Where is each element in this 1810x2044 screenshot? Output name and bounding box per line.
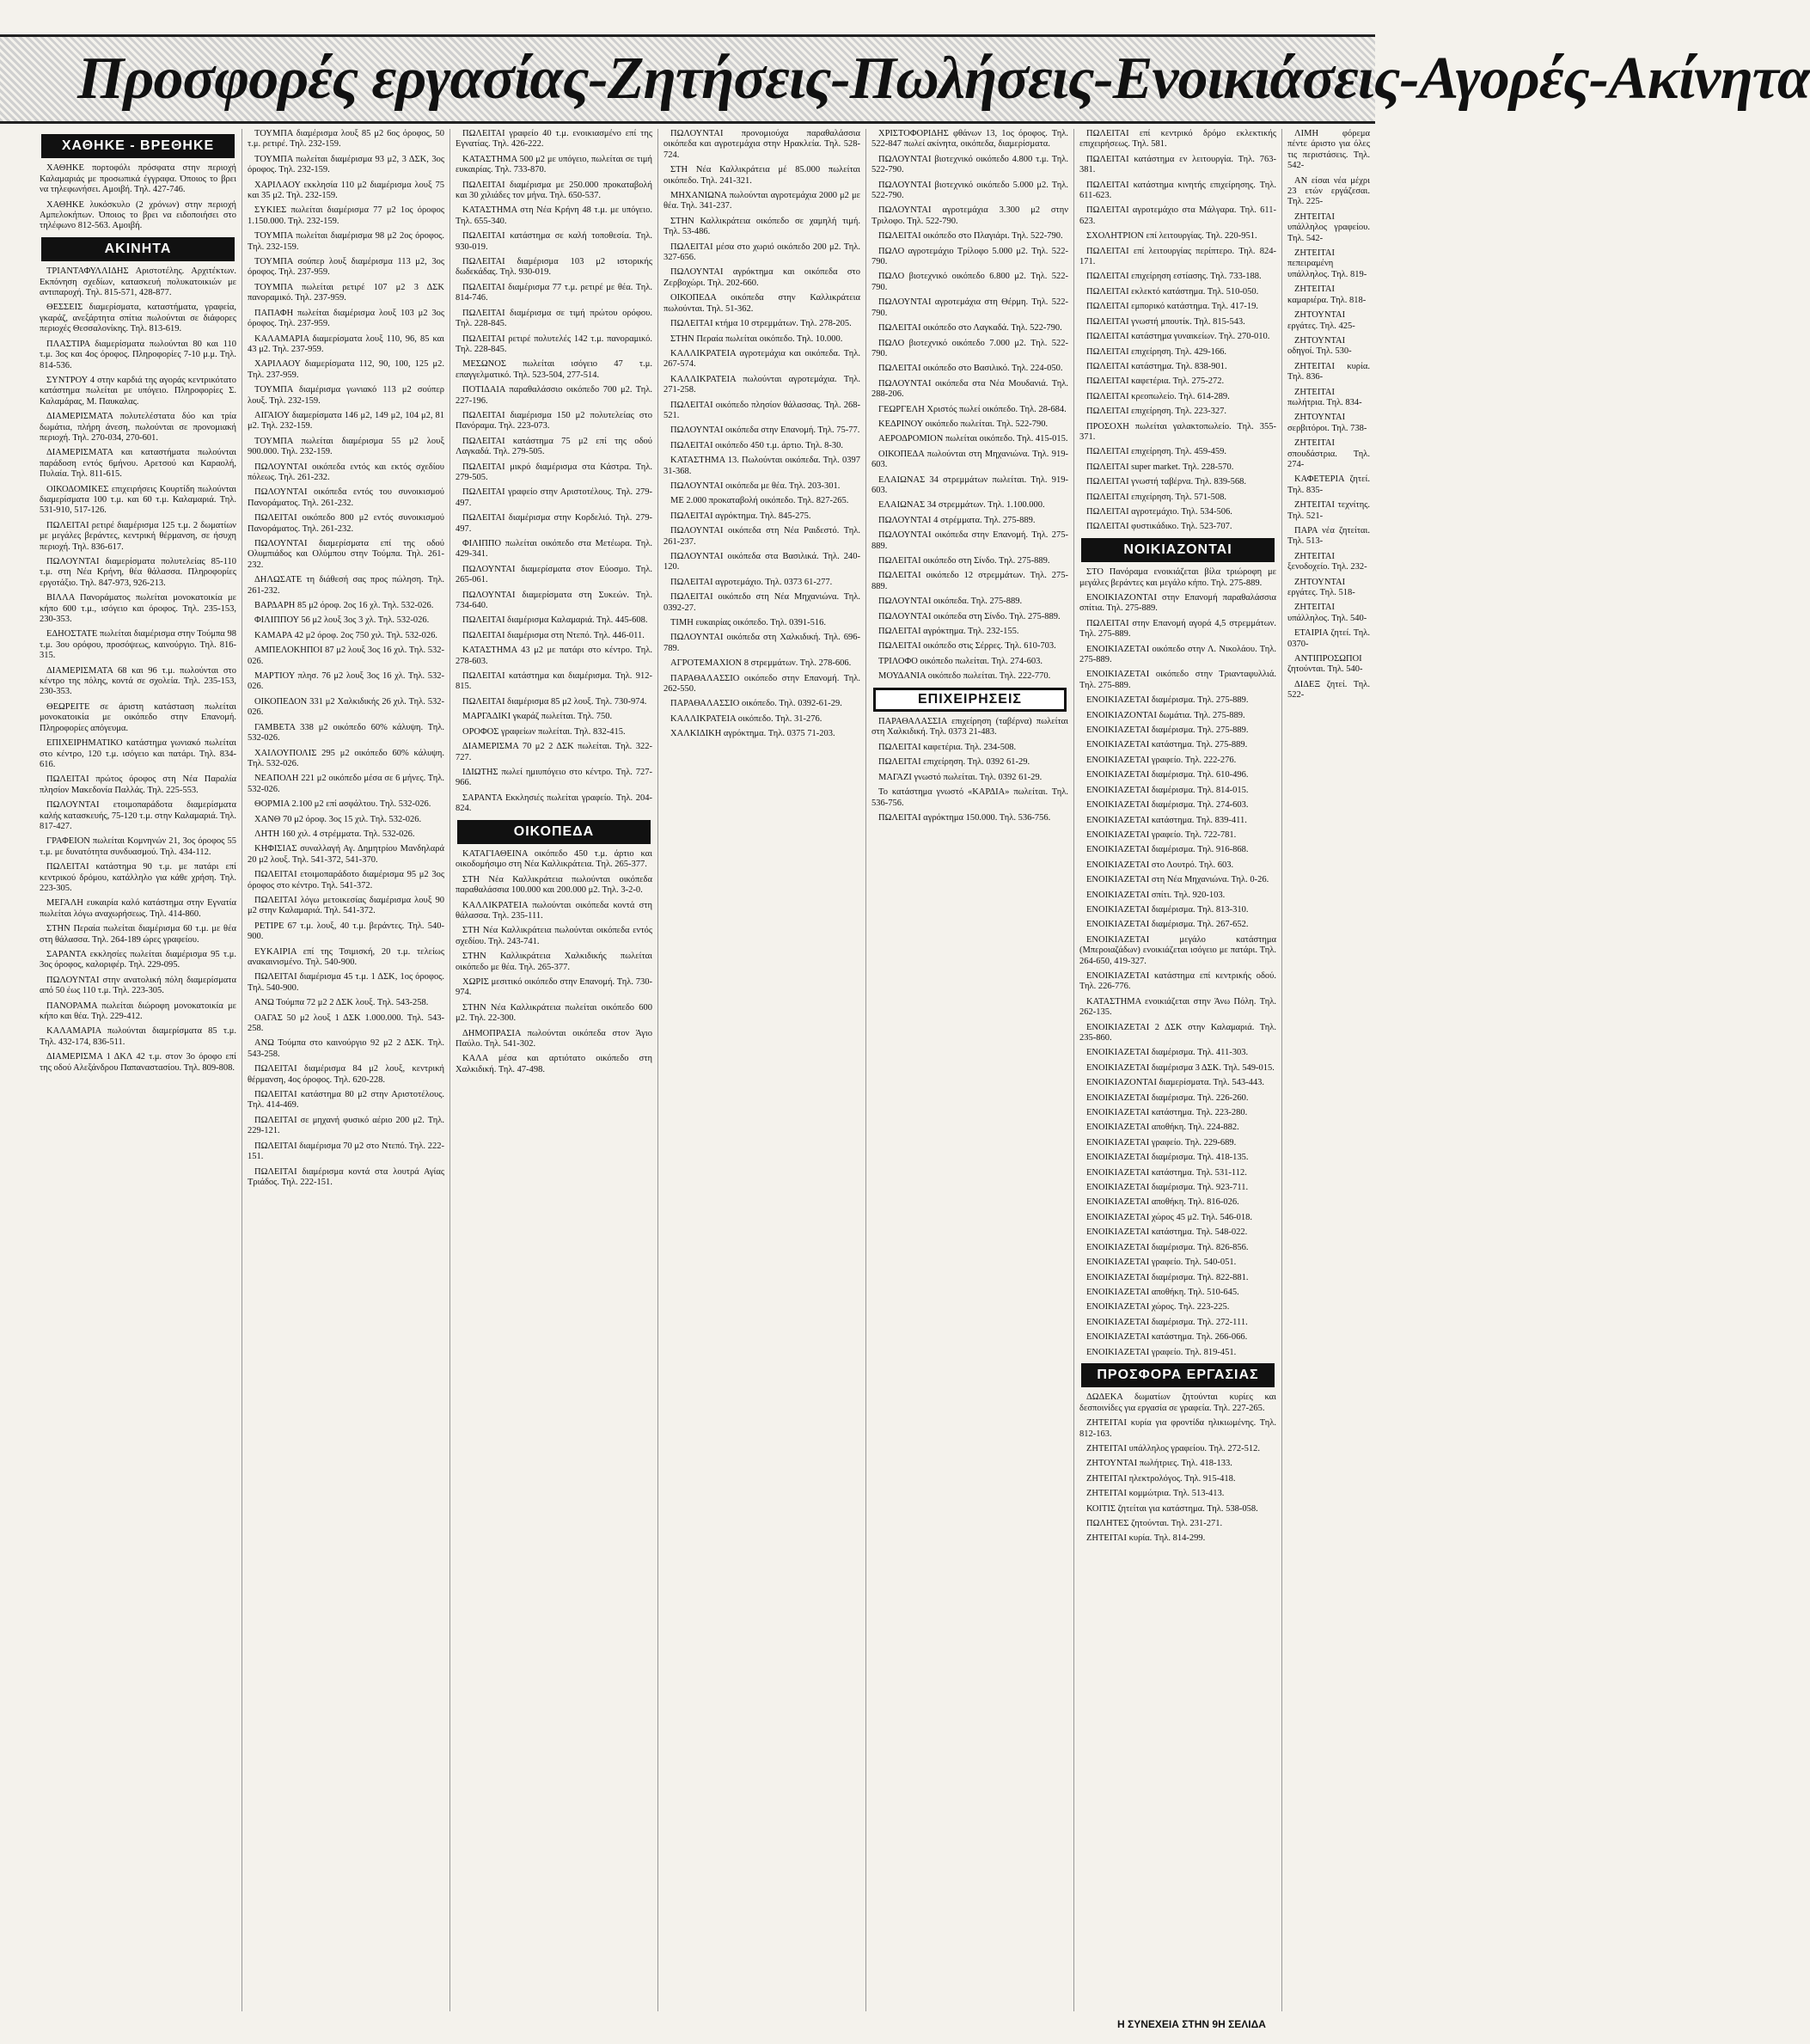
ads-column-2 — [248, 129, 444, 1188]
column-6 — [1074, 129, 1282, 2011]
classified-ad: ΠΩΛΟΥΝΤΑΙ οικόπεδα. Τηλ. 275-889. — [878, 597, 1023, 607]
classified-ad: ΚΗΦΙΣΙΑΣ συναλλαγή Αγ. Δημητρίου Μανδηλαρά 20 μ2 λουξ. Τηλ. 541-372, 541-370. — [248, 844, 444, 865]
classified-ad: ΣΑΡΑΝΤΑ Εκκλησιές πωλείται γραφείο. Τηλ. 204-824. — [456, 793, 652, 814]
classified-ad: ΠΩΛΟΥΝΤΑΙ οικόπεδα εντός του συνοικισμού Πανοράματος. Τηλ. 261-232. — [248, 487, 444, 508]
classified-ad: ΔΙΑΜΕΡΙΣΜΑΤΑ πολυτελέστατα δύο και τρία δωμάτια, πλήρη άνεση, πωλούνται σε προνομιακή περιοχή. Τηλ. 270-034, 270-601. — [40, 412, 236, 443]
classified-ad: ΣΑΡΑΝΤΑ εκκλησίες πωλείται διαμέρισμα 95 τ.μ. 3ος όροφος, καλοριφέρ. Τηλ. 229-095. — [40, 950, 236, 970]
classified-ad: ΕΝΟΙΚΙΑΖΕΤΑΙ διαμέρισμα. Τηλ. 923-711. — [1086, 1183, 1249, 1193]
classified-ad: ΠΩΛΟΥΝΤΑΙ αγροτεμάχια 3.300 μ2 στην Τριλοφο. Τηλ. 522-790. — [871, 205, 1068, 226]
classified-ad: ΠΩΛΕΙΤΑΙ επιχείρηση. Τηλ. 571-508. — [1086, 492, 1227, 502]
classified-ad: ΠΩΛΕΙΤΑΙ διαμέρισμα κοντά στα λουτρά Αγίας Τριάδος. Τηλ. 222-151. — [248, 1166, 444, 1187]
classified-ad: ΕΝΟΙΚΙΑΖΕΤΑΙ κατάστημα. Τηλ. 223-280. — [1086, 1108, 1248, 1118]
classified-ad: ΔΙΑΜΕΡΙΣΜΑ 70 μ2 2 ΔΣΚ πωλείται. Τηλ. 322-727. — [456, 742, 652, 762]
classified-ad: ΠΩΛΟΥΝΤΑΙ οικόπεδα εντός και εκτός σχεδίου πόλεως. Τηλ. 261-232. — [248, 462, 444, 482]
classified-ad: ΔΗΛΩΣΑΤΕ τη διάθεσή σας προς πώληση. Τηλ. 261-232. — [248, 575, 444, 596]
classified-ad: ΕΥΚΑΙΡΙΑ επί της Τσιμισκή, 20 τ.μ. τελείως ανακαινισμένο. Τηλ. 540-900. — [248, 946, 444, 967]
classified-ad: ΚΑΛΛΙΚΡΑΤΕΙΑ πωλούνται οικόπεδα κοντά στη θάλασσα. Τηλ. 235-111. — [456, 900, 652, 921]
column-3 — [450, 129, 658, 2011]
classified-ad: ΠΩΛΕΙΤΑΙ κρεοπωλείο. Τηλ. 614-289. — [1086, 391, 1230, 401]
classified-ad: ΕΝΟΙΚΙΑΖΕΤΑΙ διαμέρισμα. Τηλ. 610-496. — [1086, 770, 1249, 780]
classified-ad: ΕΝΟΙΚΙΑΖΕΤΑΙ διαμέρισμα 3 ΔΣΚ. Τηλ. 549-015. — [1086, 1062, 1275, 1073]
classified-ad: ΠΩΛΕΙΤΑΙ διαμέρισμα 150 μ2 πολυτελείας στο Πανόραμα. Τηλ. 223-073. — [456, 410, 652, 431]
classified-ad: ΠΩΛΕΙΤΑΙ αγρόκτημα. Τηλ. 232-155. — [878, 627, 1019, 637]
classified-ad: ΠΩΛΕΙΤΑΙ διαμέρισμα 103 μ2 ιστορικής δωδεκάδας. Τηλ. 930-019. — [456, 257, 652, 278]
classified-ad: ΟΑΓΑΣ 50 μ2 λουξ 1 ΔΣΚ 1.000.000. Τηλ. 543-258. — [248, 1013, 444, 1034]
classified-ad: ΠΩΛΟΥΝΤΑΙ οικόπεδα στα Νέα Μουδανιά. Τηλ. 288-206. — [871, 378, 1068, 400]
classified-ad: ΑΜΠΕΛΟΚΗΠΟΙ 87 μ2 λουξ 3ος 16 χιλ. Τηλ. 532-026. — [248, 646, 444, 666]
classified-ad: ΜΕΣΩΝΟΣ πωλείται ισόγειο 47 τ.μ. επαγγελματικό. Τηλ. 523-504, 277-514. — [456, 359, 652, 380]
classified-ad: ΠΩΛΕΙΤΑΙ οικόπεδο στις Σέρρες. Τηλ. 610-703. — [878, 641, 1056, 652]
classified-ad: ΚΑΤΑΣΤΗΜΑ 13. Πωλούνται οικόπεδα. Τηλ. 0397 31-368. — [663, 456, 860, 476]
classified-ad: ΠΩΛΕΙΤΑΙ αγροτεμάχιο. Τηλ. 534-506. — [1086, 506, 1232, 517]
classified-ad: ΔΙΑΜΕΡΙΣΜΑ 1 ΔΚΛ 42 τ.μ. στον 3ο όροφο επί της οδού Αλεξάνδρου Παπαναστασίου. Τηλ. 809-808. — [40, 1052, 236, 1073]
ads-column-3a — [456, 129, 652, 815]
classified-ad: ΠΩΛΕΙΤΑΙ εκλεκτό κατάστημα. Τηλ. 510-050. — [1086, 286, 1259, 297]
classified-ad: ΠΩΛΕΙΤΑΙ επιχείρηση. Τηλ. 0392 61-29. — [878, 757, 1030, 768]
classified-ad: ΠΩΛΕΙΤΑΙ πρώτος όροφος στη Νέα Παραλία πλησίον Μακεδονία Παλλάς. Τηλ. 225-553. — [40, 774, 236, 795]
classified-ad: ΠΩΛΕΙΤΑΙ φυστικάδικο. Τηλ. 523-707. — [1086, 522, 1232, 532]
classified-ad: ΠΩΛΕΙΤΑΙ επί κεντρικό δρόμο εκλεκτικής επιχειρήσεως. Τηλ. 581. — [1079, 129, 1276, 150]
classified-ad: ΑΕΡΟΔΡΟΜΙΟΝ πωλείται οικόπεδο. Τηλ. 415-015. — [878, 434, 1068, 444]
classified-ad: ΠΩΛΕΙΤΑΙ οικόπεδο στο Βασιλικό. Τηλ. 224-050. — [878, 364, 1063, 374]
classified-ad: ΠΩΛΟΥΝΤΑΙ διαμερίσματα στον Εύοσμο. Τηλ. 265-061. — [456, 564, 652, 585]
classified-ad: ΠΑΠΑΦΗ πωλείται διαμέρισμα λουξ 103 μ2 3ος όροφος. Τηλ. 237-959. — [248, 308, 444, 329]
classified-ad: ΧΑΡΙΛΑΟΥ εκκλησία 110 μ2 διαμέρισμα λουξ 75 και 35 μ2. Τηλ. 232-159. — [248, 180, 444, 201]
classified-ad: ΚΑΜΑΡΑ 42 μ2 όροφ. 2ος 750 χιλ. Τηλ. 532-026. — [254, 630, 438, 640]
banner-title: Προσφορές εργασίας-Ζητήσεις-Πωλήσεις-Ενοικιάσεις-Αγορές-Ακίνητα — [77, 46, 1810, 112]
ads-real-estate — [40, 266, 236, 1074]
classified-ad: ΠΩΛΟ αγροτεμάχιο Τρίλοφο 5.000 μ2. Τηλ. 522-790. — [871, 246, 1068, 267]
classified-ad: ΠΩΛΕΙΤΑΙ οικόπεδο 450 τ.μ. άρτιο. Τηλ. 8-30. — [670, 440, 844, 450]
classified-ad: ΔΩΔΕΚΑ δωματίων ζητούνται κυρίες και δεσποινίδες για εργασία σε γραφεία. Τηλ. 227-265. — [1079, 1392, 1276, 1413]
classified-ad: ΠΩΛΕΙΤΑΙ αγροτεμάχιο. Τηλ. 0373 61-277. — [670, 577, 833, 587]
classified-ad: ΕΝΟΙΚΙΑΖΕΤΑΙ διαμέρισμα. Τηλ. 274-603. — [1086, 800, 1249, 811]
page-banner — [0, 34, 1810, 124]
classified-ad: ΤΡΙΛΟΦΟ οικόπεδο πωλείται. Τηλ. 274-603. — [878, 656, 1043, 666]
classified-ad: ΟΙΚΟΠΕΔΑ πωλούνται στη Μηχανιώνα. Τηλ. 919-603. — [871, 449, 1068, 470]
classified-ad: ΖΗΤΕΙΤΑΙ κυρία. Τηλ. 814-299. — [1086, 1533, 1206, 1544]
continued-note: Η ΣΥΝΕΧΕΙΑ ΣΤΗΝ 9Η ΣΕΛΙΔΑ — [1117, 2018, 1266, 2030]
classified-ad: ΔΙΑΜΕΡΙΣΜΑΤΑ 68 και 96 τ.μ. πωλούνται στο κέντρο της πόλης, κοντά σε σχολεία. Τηλ. 235-153, 230-353. — [40, 665, 236, 697]
classified-ad: ΠΩΛΕΙΤΑΙ επιχείρηση εστίασης. Τηλ. 733-188. — [1086, 272, 1262, 282]
classified-ad: ΖΗΤΕΙΤΑΙ πωλήτρια. Τηλ. 834- — [1287, 387, 1362, 407]
classified-ad: ΕΝΟΙΚΙΑΖΕΤΑΙ σπίτι. Τηλ. 920-103. — [1086, 890, 1226, 900]
classified-ad: ΕΝΟΙΚΙΑΖΕΤΑΙ διαμέρισμα. Τηλ. 272-111. — [1086, 1317, 1248, 1327]
classified-ad: ΠΩΛΕΙΤΑΙ διαμέρισμα 84 μ2 λουξ, κεντρική θέρμανση, 4ος όροφος. Τηλ. 620-228. — [248, 1064, 444, 1085]
classified-ad: ΜΟΥΔΑΝΙΑ οικόπεδο πωλείται. Τηλ. 222-770. — [878, 671, 1051, 682]
classified-ad: ΚΕΔΡΙΝΟΥ οικόπεδο πωλείται. Τηλ. 522-790. — [878, 419, 1049, 429]
classified-ad: ΠΩΛΕΙΤΑΙ γραφείο στην Αριστοτέλους. Τηλ. 279-497. — [456, 487, 652, 508]
classified-ad: ΚΑΤΑΣΤΗΜΑ 43 μ2 με πατάρι στο κέντρο. Τηλ. 278-603. — [456, 646, 652, 666]
classified-ad: ΠΩΛΕΙΤΑΙ διαμέρισμα με 250.000 προκαταβολή και 30 χιλιάδες τον μήνα. Τηλ. 650-537. — [456, 180, 652, 201]
classified-ad: ΠΩΛΕΙΤΑΙ επί λειτουργίας περίπτερο. Τηλ. 824-171. — [1079, 246, 1276, 267]
classified-ad: ΤΟΥΜΠΑ πωλείται ρετιρέ 107 μ2 3 ΔΣΚ πανοραμικό. Τηλ. 237-959. — [248, 282, 444, 303]
classified-ad: ΠΩΛΕΙΤΑΙ κατάστημα 75 μ2 επί της οδού Λαγκαδά. Τηλ. 279-505. — [456, 436, 652, 457]
classified-ad: ΖΗΤΟΥΝΤΑΙ οδηγοί. Τηλ. 530- — [1287, 335, 1352, 357]
classified-ad: ΖΗΤΟΥΝΤΑΙ εργάτες. Τηλ. 425- — [1287, 310, 1355, 331]
classified-ad: ΕΝΟΙΚΙΑΖΕΤΑΙ γραφείο. Τηλ. 229-689. — [1086, 1137, 1237, 1147]
classified-ad: ΠΩΛΕΙΤΑΙ οικόπεδο 12 στρεμμάτων. Τηλ. 275-889. — [871, 571, 1068, 591]
classified-ad: ΠΩΛΕΙΤΑΙ διαμέρισμα 77 τ.μ. ρετιρέ με θέα. Τηλ. 814-746. — [456, 282, 652, 303]
classified-ad: ΓΑΜΒΕΤΑ 338 μ2 οικόπεδο 60% κάλυψη. Τηλ. 532-026. — [248, 722, 444, 744]
classified-ad: ΑΓΡΟΤΕΜΑΧΙΟΝ 8 στρεμμάτων. Τηλ. 278-606. — [670, 658, 852, 669]
classified-ad: ΧΑΘΗΚΕ πορτοφόλι πρόσφατα στην περιοχή Καλαμαριάς με προσωπικά έγγραφα. Όποιος το βρει να τηλεφωνήσει. Αμοιβή. Τηλ. 427-746. — [40, 163, 236, 195]
classified-ad: ΕΝΟΙΚΙΑΖΟΝΤΑΙ διαμερίσματα. Τηλ. 543-443. — [1086, 1078, 1265, 1088]
classified-ad: ΠΡΟΣΟΧΗ πωλείται γαλακτοπωλείο. Τηλ. 355-371. — [1079, 421, 1276, 442]
classified-ad: ΠΩΛΕΙΤΑΙ οικόπεδο 800 μ2 εντός συνοικισμού Πανοράματος. Τηλ. 261-232. — [248, 513, 444, 534]
classified-ad: ΕΝΟΙΚΙΑΖΕΤΑΙ στη Νέα Μηχανιώνα. Τηλ. 0-26. — [1086, 875, 1269, 885]
classified-ad: ΕΔΗΟΣΤΑΤΕ πωλείται διαμέρισμα στην Τούμπα 98 τ.μ. 3ου ορόφου, προσόψεως, καινούργιο. Τηλ. 816-315. — [40, 629, 236, 661]
classified-ad: ΤΟΥΜΠΑ σούπερ λουξ διαμέρισμα 113 μ2, 3ος όροφος. Τηλ. 237-959. — [248, 257, 444, 278]
classified-ad: ΕΝΟΙΚΙΑΖΕΤΑΙ γραφείο. Τηλ. 722-781. — [1086, 829, 1237, 840]
classified-ad: ΠΩΛΕΙΤΑΙ σε μηχανή φυσικό αέριο 200 μ2. Τηλ. 229-121. — [248, 1115, 444, 1136]
classified-ad: ΕΝΟΙΚΙΑΖΕΤΑΙ γραφείο. Τηλ. 819-451. — [1086, 1347, 1237, 1357]
classified-ad: ΧΩΡΙΣ μεσιτικό οικόπεδο στην Επανομή. Τηλ. 730-974. — [456, 977, 652, 998]
classified-ad: ΕΝΟΙΚΙΑΖΕΤΑΙ κατάστημα. Τηλ. 548-022. — [1086, 1227, 1248, 1238]
classified-ad: ΠΩΛΕΙΤΑΙ επιχείρηση. Τηλ. 223-327. — [1086, 407, 1227, 417]
classified-ad: ΠΑΡΑΘΑΛΑΣΣΙΟ οικόπεδο. Τηλ. 0392-61-29. — [670, 699, 842, 709]
classified-ad: ΑΙΓΑΙΟΥ διαμερίσματα 146 μ2, 149 μ2, 104 μ2, 81 μ2. Τηλ. 232-159. — [248, 410, 444, 431]
classified-ad: ΖΗΤΕΙΤΑΙ υπάλληλος γραφείου. Τηλ. 542- — [1287, 211, 1370, 243]
classified-ad: ΕΛΑΙΩΝΑΣ 34 στρεμμάτων πωλείται. Τηλ. 919-603. — [871, 474, 1068, 495]
classified-ad: ΚΑΛΑΜΑΡΙΑ πωλούνται διαμερίσματα 85 τ.μ. Τηλ. 432-174, 836-511. — [40, 1026, 236, 1047]
section-jobs: ΠΡΟΣΦΟΡΑ ΕΡΓΑΣΙΑΣ — [1081, 1363, 1275, 1387]
classified-ad: ΠΩΛΕΙΤΑΙ κατάστημα. Τηλ. 838-901. — [1086, 361, 1227, 371]
classified-ad: ΤΟΥΜΠΑ πωλείται διαμέρισμα 93 μ2, 3 ΔΣΚ, 3ος όροφος. Τηλ. 232-159. — [248, 154, 444, 175]
classified-ad: ΠΩΛΟ βιοτεχνικό οικόπεδο 6.800 μ2. Τηλ. 522-790. — [871, 272, 1068, 292]
classified-ad: ΜΕ 2.000 προκαταβολή οικόπεδο. Τηλ. 827-265. — [670, 496, 849, 506]
classified-ad: ΓΕΩΡΓΕΛΗ Χριστός πωλεί οικόπεδο. Τηλ. 28-684. — [878, 404, 1067, 414]
classified-ad: ΟΡΟΦΟΣ γραφείων πωλείται. Τηλ. 832-415. — [462, 726, 626, 737]
classified-ad: ΕΝΟΙΚΙΑΖΕΤΑΙ διαμέρισμα. Τηλ. 826-856. — [1086, 1242, 1249, 1252]
classified-ad: ΠΩΛΟΥΝΤΑΙ διαμερίσματα πολυτελείας 85-110 τ.μ. στη Νέα Κρήνη, θέα θάλασσα. Πληροφορίες εργοτάξιο. Τηλ. 847-973, 926-213. — [40, 557, 236, 588]
classified-ad: ΠΩΛΕΙΤΑΙ οικόπεδο πλησίον θάλασσας. Τηλ. 268-521. — [663, 400, 860, 420]
ads-column-6a — [1079, 129, 1276, 533]
classified-ad: ΠΩΛΟΥΝΤΑΙ ετοιμοπαράδοτα διαμερίσματα καλής κατασκευής, 75-120 τ.μ. στην Καλαμαριά. Τηλ. 817-427. — [40, 800, 236, 831]
classified-ad: ΠΩΛΕΙΤΑΙ αγροτεμάχιο στα Μάλγαρα. Τηλ. 611-623. — [1079, 205, 1276, 226]
classified-ad: ΧΑΝΘ 70 μ2 όροφ. 3ος 15 χιλ. Τηλ. 532-026. — [254, 814, 422, 824]
classified-ad: ΖΗΤΕΙΤΑΙ κομμώτρια. Τηλ. 513-413. — [1086, 1489, 1225, 1499]
classified-ad: ΕΝΟΙΚΙΑΖΕΤΑΙ 2 ΔΣΚ στην Καλαμαριά. Τηλ. 235-860. — [1079, 1022, 1276, 1043]
classified-ad: ΠΩΛΕΙΤΑΙ επιχείρηση. Τηλ. 429-166. — [1086, 346, 1227, 357]
classified-ad: ΔΗΜΟΠΡΑΣΙΑ πωλούνται οικόπεδα στον Άγιο Παύλο. Τηλ. 541-302. — [456, 1028, 652, 1050]
classified-ad: ΠΩΛΕΙΤΑΙ οικόπεδο στο Πλαγιάρι. Τηλ. 522-790. — [878, 231, 1063, 242]
classified-ad: ΔΙΑΜΕΡΙΣΜΑΤΑ και καταστήματα πωλούνται παράδοση εντός 6μήνου. Αρετσού και Καραολή, Πυλαία. Τηλ. 811-615. — [40, 448, 236, 480]
classified-ad: ΚΑΤΑΣΤΗΜΑ ενοικιάζεται στην Άνω Πόλη. Τηλ. 262-135. — [1079, 996, 1276, 1018]
classified-ad: ΚΑΤΑΣΤΗΜΑ 500 μ2 με υπόγειο, πωλείται σε τιμή ευκαιρίας. Τηλ. 733-870. — [456, 154, 652, 175]
classified-ad: ΠΩΛΟΥΝΤΑΙ οικόπεδα στην Επανομή. Τηλ. 75-77. — [670, 425, 860, 436]
classified-ad: ΟΙΚΟΔΟΜΙΚΕΣ επιχειρήσεις Κουρτίδη πωλούνται διαμερίσματα 100 τ.μ. και 60 τ.μ. Καλαμαριά. Τηλ. 531-910, 517-126. — [40, 484, 236, 516]
classified-ad: ΑΝ είσαι νέα μέχρι 23 ετών εργάζεσαι. Τηλ. 225- — [1287, 175, 1370, 207]
classified-ad: ΠΩΛΕΙΤΑΙ κατάστημα εν λειτουργία. Τηλ. 763-381. — [1079, 154, 1276, 175]
classified-ad: ΜΑΡΓΑΔΙΚΙ γκαράζ πωλείται. Τηλ. 750. — [462, 712, 613, 722]
classified-ad: ΣΤΗ Νέα Καλλικράτεια μέ 85.000 πωλείται οικόπεδο. Τηλ. 241-321. — [663, 165, 860, 186]
classified-ad: ΣΤΗΝ Νέα Καλλικράτεια πωλείται οικόπεδο 600 μ2. Τηλ. 22-300. — [456, 1002, 652, 1024]
ads-rentals — [1079, 567, 1276, 931]
classified-ad: ΘΕΣΣΕΙΣ διαμερίσματα, καταστήματα, γραφεία, γκαράζ, ανεξάρτητα σπίτια πωλούνται σε διάφορες περιοχές Θεσσαλονίκης. Τηλ. 813-619. — [40, 303, 236, 334]
classified-ad: ΠΩΛΕΙΤΑΙ επιχείρηση. Τηλ. 459-459. — [1086, 447, 1227, 457]
classified-ad: ΣΥΚΙΕΣ πωλείται διαμέρισμα 77 μ2 1ος όροφος 1.150.000. Τηλ. 232-159. — [248, 205, 444, 226]
classified-ad: ΔΙΔΕΞ ζητεί. Τηλ. 522- — [1287, 679, 1370, 701]
classified-ad: ΕΝΟΙΚΙΑΖΕΤΑΙ γραφείο. Τηλ. 540-051. — [1086, 1258, 1237, 1268]
classified-ad: ΦΙΛΙΠΠΟ πωλείται οικόπεδο στα Μετέωρα. Τηλ. 429-341. — [456, 539, 652, 560]
classified-ad: ΠΩΛΕΙΤΑΙ μέσα στο χωριό οικόπεδο 200 μ2. Τηλ. 327-656. — [663, 242, 860, 263]
classified-ad: ΧΑΡΙΛΑΟΥ διαμερίσματα 112, 90, 100, 125 μ2. Τηλ. 237-959. — [248, 359, 444, 380]
classified-ad: ΖΗΤΕΙΤΑΙ ξενοδοχείο. Τηλ. 232- — [1287, 551, 1367, 572]
classified-ad: ΜΕΓΑΛΗ ευκαιρία καλό κατάστημα στην Εγνατία πωλείται λόγω αναχωρήσεως. Τηλ. 414-860. — [40, 898, 236, 919]
classified-ad: ΠΩΛΕΙΤΑΙ super market. Τηλ. 228-570. — [1086, 462, 1234, 472]
classified-ad: ΛΙΜΗ φόρεμα πέντε άριστο για όλες τις περιστάσεις. Τηλ. 542- — [1287, 129, 1370, 171]
classified-ad: ΕΝΟΙΚΙΑΖΕΤΑΙ αποθήκη. Τηλ. 224-882. — [1086, 1123, 1239, 1133]
classified-ad: ΠΩΛΕΙΤΑΙ διαμέρισμα 70 μ2 στο Ντεπό. Τηλ. 222-151. — [248, 1141, 444, 1162]
classified-ad: ΠΩΛΕΙΤΑΙ εμπορικό κατάστημα. Τηλ. 417-19. — [1086, 302, 1258, 312]
classified-ad: ΕΝΟΙΚΙΑΖΕΤΑΙ αποθήκη. Τηλ. 816-026. — [1086, 1197, 1239, 1208]
classified-ad: ΕΝΟΙΚΙΑΖΕΤΑΙ κατάστημα. Τηλ. 531-112. — [1086, 1167, 1247, 1178]
classified-ad: ΤΟΥΜΠΑ διαμέρισμα λουξ 85 μ2 6ος όροφος, 50 τ.μ. ρετιρέ. Τηλ. 232-159. — [248, 129, 444, 150]
classified-ad: ΚΟΙΤΙΣ ζητείται για κατάστημα. Τηλ. 538-058. — [1086, 1503, 1258, 1514]
ads-column-7 — [1287, 129, 1370, 701]
classified-ad: ΜΑΓΑΖΙ γνωστό πωλείται. Τηλ. 0392 61-29. — [878, 772, 1043, 782]
classified-ad: ΖΗΤΕΙΤΑΙ τεχνίτης. Τηλ. 521- — [1287, 500, 1370, 521]
classified-ad: ΠΩΛΟΥΝΤΑΙ οικόπεδα στη Χαλκιδική. Τηλ. 696-789. — [663, 633, 860, 653]
classified-ad: ΧΡΙΣΤΟΦΟΡΙΔΗΣ φθάνων 13, 1ος όροφος. Τηλ. 522-847 πωλεί ακίνητα, οικόπεδα, διαμερίσματα. — [871, 129, 1068, 150]
classified-ad: ΕΝΟΙΚΙΑΖΟΝΤΑΙ δωμάτια. Τηλ. 275-889. — [1086, 710, 1245, 720]
classified-ad: ΧΑΛΚΙΔΙΚΗ αγρόκτημα. Τηλ. 0375 71-203. — [670, 729, 835, 739]
classified-ad: ΕΝΟΙΚΙΑΖΕΤΑΙ διαμέρισμα. Τηλ. 814-015. — [1086, 785, 1249, 795]
classified-ad: ΠΑΝΟΡΑΜΑ πωλείται διώροφη μονοκατοικία με κήπο και θέα. Τηλ. 229-412. — [40, 1001, 236, 1022]
classified-ad: ΟΙΚΟΠΕΔΑ οικόπεδα στην Καλλικράτεια πωλούνται. Τηλ. 51-362. — [663, 293, 860, 314]
classified-ad: ΠΩΛΟΥΝΤΑΙ προνομιούχα παραθαλάσσια οικόπεδα και αγροτεμάχια στην Ηρακλεία. Τηλ. 528-724. — [663, 129, 860, 160]
classified-ad: ΜΗΧΑΝΙΩΝΑ πωλούνται αγροτεμάχια 2000 μ2 με θέα. Τηλ. 341-237. — [663, 191, 860, 211]
classified-ad: ΣΥΝΤΡΟΥ 4 στην καρδιά της αγοράς κεντρικότατο κατάστημα πωλείται με υπόγειο. Πληροφορίες Σ. Καλαμάρας, Μ. Παυκαλας. — [40, 375, 236, 407]
classified-ad: ΕΝΟΙΚΙΑΖΟΝΤΑΙ στην Επανομή παραθαλάσσια σπίτια. Τηλ. 275-889. — [1079, 593, 1276, 614]
classified-ad: ΟΙΚΟΠΕΔΟΝ 331 μ2 Χαλκιδικής 26 χιλ. Τηλ. 532-026. — [248, 696, 444, 718]
classified-ad: ΕΝΟΙΚΙΑΖΕΤΑΙ διαμέρισμα. Τηλ. 226-260. — [1086, 1092, 1249, 1103]
classified-ad: ΚΑΤΑΣΤΗΜΑ στη Νέα Κρήνη 48 τ.μ. με υπόγειο. Τηλ. 655-340. — [456, 205, 652, 226]
classified-ad: ΠΑΡΑΘΑΛΑΣΣΙΟ οικόπεδο στην Επανομή. Τηλ. 262-550. — [663, 673, 860, 695]
classified-ad: ΠΩΛΕΙΤΑΙ διαμέρισμα στη Ντεπό. Τηλ. 446-011. — [462, 630, 645, 640]
classified-ad: ΕΝΟΙΚΙΑΖΕΤΑΙ διαμέρισμα. Τηλ. 418-135. — [1086, 1153, 1249, 1163]
classified-ad: ΦΙΛΙΠΠΟΥ 56 μ2 λουξ 3ος 3 χλ. Τηλ. 532-026. — [254, 615, 430, 626]
classified-ad: ΕΝΟΙΚΙΑΖΕΤΑΙ διαμέρισμα. Τηλ. 822-881. — [1086, 1272, 1249, 1282]
classified-ad: ΕΝΟΙΚΙΑΖΕΤΑΙ κατάστημα. Τηλ. 839-411. — [1086, 815, 1247, 825]
classified-ad: ΠΩΛΕΙΤΑΙ οικόπεδο στη Σίνδο. Τηλ. 275-889. — [878, 556, 1050, 566]
column-7 — [1282, 129, 1375, 2011]
classified-ad: ΤΟΥΜΠΑ διαμέρισμα γωνιακό 113 μ2 σούπερ λουξ. Τηλ. 232-159. — [248, 385, 444, 406]
classified-ad: ΠΩΛΕΙΤΑΙ γνωστή μπουτίκ. Τηλ. 815-543. — [1086, 316, 1245, 327]
classified-ad: ΠΟΤΙΔΑΙΑ παραθαλάσσιο οικόπεδο 700 μ2. Τηλ. 227-196. — [456, 385, 652, 406]
classified-ad: ΠΩΛΟΥΝΤΑΙ αγρόκτημα και οικόπεδα στο Ζερβοχώρι. Τηλ. 202-660. — [663, 267, 860, 288]
classified-ad: ΕΝΟΙΚΙΑΖΕΤΑΙ χώρος. Τηλ. 223-225. — [1086, 1302, 1230, 1313]
classified-ad: ΠΩΛΕΙΤΑΙ οικόπεδο στο Λαγκαδά. Τηλ. 522-790. — [878, 323, 1062, 334]
classified-ad: ΕΝΟΙΚΙΑΖΕΤΑΙ διαμέρισμα. Τηλ. 411-303. — [1086, 1048, 1249, 1058]
section-rentals: ΝΟΙΚΙΑΖΟΝΤΑΙ — [1081, 538, 1275, 562]
classified-ad: ΕΝΟΙΚΙΑΖΕΤΑΙ διαμέρισμα. Τηλ. 813-310. — [1086, 904, 1249, 915]
classified-ad: ΠΛΑΣΤΙΡΑ διαμερίσματα πωλούνται 80 και 110 τ.μ. 3ος και 4ος όροφος. Πληροφορίες 7-10 μ.μ. Τηλ. 814-536. — [40, 339, 236, 370]
classified-ad: ΠΩΛΕΙΤΑΙ κατάστημα κινητής επιχείρησης. Τηλ. 611-623. — [1079, 180, 1276, 201]
classified-ad: ΕΠΙΧΕΙΡΗΜΑΤΙΚΟ κατάστημα γωνιακό πωλείται στο κέντρο, 120 τ.μ. ισόγειο και πατάρι. Τηλ. 834-616. — [40, 738, 236, 769]
classified-ad: ΖΗΤΕΙΤΑΙ κυρία για φροντίδα ηλικιωμένης. Τηλ. 812-163. — [1079, 1418, 1276, 1439]
classified-ad: ΣΤΗΝ Καλλικράτεια οικόπεδο σε χαμηλή τιμή. Τηλ. 53-486. — [663, 216, 860, 237]
classified-ad: ΠΩΛΕΙΤΑΙ κατάστημα γυναικείων. Τηλ. 270-010. — [1086, 332, 1270, 342]
classified-ad: ΠΩΛΕΙΤΑΙ ρετιρέ διαμέρισμα 125 τ.μ. 2 δωματίων με μεγάλες βεράντες, κεντρική θέρμανση, σε ήσυχη περιοχή. Τηλ. 836-617. — [40, 520, 236, 552]
classified-ad: ΚΑΛΑΜΑΡΙΑ διαμερίσματα λουξ 110, 96, 85 και 43 μ2. Τηλ. 237-959. — [248, 334, 444, 354]
classified-ad: ΠΩΛΕΙΤΑΙ λόγω μετοικεσίας διαμέρισμα λουξ 90 μ2 στην Καλαμαριά. Τηλ. 541-372. — [248, 895, 444, 916]
classified-ad: ΠΩΛΕΙΤΑΙ γνωστή ταβέρνα. Τηλ. 839-568. — [1086, 477, 1246, 487]
classified-ad: ΠΩΛΟΥΝΤΑΙ οικόπεδα με θέα. Τηλ. 203-301. — [670, 480, 841, 491]
classified-ad: ΖΗΤΕΙΤΑΙ υπάλληλος γραφείου. Τηλ. 272-512. — [1086, 1443, 1260, 1453]
ads-plots — [456, 849, 652, 1075]
classified-ad: ΣΤΗ Νέα Καλλικράτεια πωλούνται οικόπεδα εντός σχεδίου. Τηλ. 243-741. — [456, 926, 652, 946]
classified-ad: ΖΗΤΟΥΝΤΑΙ πωλήτριες. Τηλ. 418-133. — [1086, 1459, 1232, 1469]
classified-ad: ΙΔΙΩΤΗΣ πωλεί ημιυπόγειο στο κέντρο. Τηλ. 727-966. — [456, 767, 652, 788]
ads-lost-found — [40, 163, 236, 231]
classified-ad: ΤΟΥΜΠΑ πωλείται διαμέρισμα 98 μ2 2ος όροφος. Τηλ. 232-159. — [248, 231, 444, 252]
classified-ad: ΠΩΛΕΙΤΑΙ κατάστημα και διαμέρισμα. Τηλ. 912-815. — [456, 671, 652, 692]
section-lost-found: ΧΑΘΗΚΕ - ΒΡΕΘΗΚΕ — [41, 134, 235, 158]
classified-ad: ΚΑΛΛΙΚΡΑΤΕΙΑ αγροτεμάχια και οικόπεδα. Τηλ. 267-574. — [663, 348, 860, 370]
classified-ad: ΖΗΤΕΙΤΑΙ ηλεκτρολόγος. Τηλ. 915-418. — [1086, 1473, 1236, 1484]
classified-ad: ΤΡΙΑΝΤΑΦΥΛΛΙΔΗΣ Αριστοτέλης. Αρχιτέκτων. Εκπόνηση σχεδίων, κατασκευή πολυκατοικιών με αντιπαροχή. Τηλ. 815-571, 428-877. — [40, 266, 236, 298]
ads-column-5a — [871, 129, 1068, 682]
classified-ad: ΠΩΛΟΥΝΤΑΙ οικόπεδα στη Σίνδο. Τηλ. 275-889. — [878, 611, 1061, 621]
classified-ad: ΖΗΤΟΥΝΤΑΙ σερβιτόροι. Τηλ. 738- — [1287, 413, 1367, 433]
ads-rentals-more — [1079, 935, 1276, 1358]
classified-ad: ΠΩΛΟ βιοτεχνικό οικόπεδο 7.000 μ2. Τηλ. 522-790. — [871, 338, 1068, 358]
classified-ad: ΣΤΗΝ Περαία πωλείται οικόπεδο. Τηλ. 10.000. — [670, 334, 843, 344]
classified-ad: ΖΗΤΟΥΝΤΑΙ εργάτες. Τηλ. 518- — [1287, 577, 1355, 598]
classified-ad: ΘΕΩΡΕΙΤΕ σε άριστη κατάσταση πωλείται μονοκατοικία με οικόπεδο στην Επανομή. Πληροφορίες απόγευμα. — [40, 701, 236, 733]
classified-ad: ΠΩΛΕΙΤΑΙ οικόπεδο στη Νέα Μηχανιώνα. Τηλ. 0392-27. — [663, 592, 860, 613]
classified-ad: ΚΑΛΛΙΚΡΑΤΕΙΑ πωλούνται αγροτεμάχια. Τηλ. 271-258. — [663, 374, 860, 395]
section-businesses: ΕΠΙΧΕΙΡΗΣΕΙΣ — [873, 688, 1067, 712]
classified-ad: ΠΩΛΟΥΝΤΑΙ βιοτεχνικό οικόπεδο 5.000 μ2. Τηλ. 522-790. — [871, 180, 1068, 201]
classified-ad: ΕΝΟΙΚΙΑΖΕΤΑΙ κατάστημα επί κεντρικής οδού. Τηλ. 226-776. — [1079, 970, 1276, 992]
classified-ad: ΚΑΛΛΙΚΡΑΤΕΙΑ οικόπεδο. Τηλ. 31-276. — [670, 713, 822, 724]
classified-ad: ΠΩΛΟΥΝΤΑΙ βιοτεχνικό οικόπεδο 4.800 τ.μ. Τηλ. 522-790. — [871, 154, 1068, 175]
classified-ad: ΠΩΛΕΙΤΑΙ στην Επανομή αγορά 4,5 στρεμμάτων. Τηλ. 275-889. — [1079, 618, 1276, 640]
classified-ad: ΜΑΡΤΙΟΥ πλησ. 76 μ2 λουξ 3ος 16 χλ. Τηλ. 532-026. — [248, 671, 444, 692]
classified-ad: ΕΝΟΙΚΙΑΖΕΤΑΙ μεγάλο κατάστημα (Μπεροιαζάδων) ενοικιάζεται ισόγειο με πατάρι. Τηλ. 264-650, 419-327. — [1079, 934, 1276, 966]
classified-ad: ΘΟΡΜΙΑ 2.100 μ2 επί ασφάλτου. Τηλ. 532-026. — [254, 799, 431, 810]
classified-ad: ΕΝΟΙΚΙΑΖΕΤΑΙ στο Λουτρό. Τηλ. 603. — [1086, 860, 1234, 870]
classified-ad: ΕΝΟΙΚΙΑΖΕΤΑΙ κατάστημα. Τηλ. 275-889. — [1086, 740, 1248, 750]
classified-ad: ΠΩΛΕΙΤΑΙ διαμέρισμα στην Κορδελιό. Τηλ. 279-497. — [456, 513, 652, 534]
classified-ad: ΠΩΛΕΙΤΑΙ ετοιμοπαράδοτο διαμέρισμα 95 μ2 3ος όροφος στο κέντρο. Τηλ. 541-372. — [248, 870, 444, 890]
column-4 — [658, 129, 866, 2011]
classified-ad: ΕΝΟΙΚΙΑΖΕΤΑΙ οικόπεδο στην Τριανταφυλλιά. Τηλ. 275-889. — [1079, 670, 1276, 690]
classified-ad: ΕΝΟΙΚΙΑΖΕΤΑΙ γραφείο. Τηλ. 222-276. — [1086, 755, 1237, 765]
classified-ad: ΠΩΛΟΥΝΤΑΙ διαμερίσματα στη Συκεών. Τηλ. 734-640. — [456, 590, 652, 611]
classified-ad: ΠΩΛΟΥΝΤΑΙ οικόπεδα στα Βασιλικά. Τηλ. 240-120. — [663, 552, 860, 572]
classified-ad: ΣΤΗΝ Καλλικράτεια Χαλκιδικής πωλείται οικόπεδο με θέα. Τηλ. 265-377. — [456, 952, 652, 972]
classified-ad: ΝΕΑΠΟΛΗ 221 μ2 οικόπεδο μέσα σε 6 μήνες. Τηλ. 532-026. — [248, 774, 444, 794]
classified-ad: ΠΑΡΑ νέα ζητείται. Τηλ. 513- — [1287, 526, 1370, 547]
classified-ad: ΠΩΛΕΙΤΑΙ αγρόκτημα 150.000. Τηλ. 536-756. — [878, 812, 1051, 823]
classified-ad: ΕΛΑΙΩΝΑΣ 34 στρεμμάτων. Τηλ. 1.100.000. — [878, 500, 1045, 511]
classified-ad: ΖΗΤΕΙΤΑΙ καμαριέρα. Τηλ. 818- — [1287, 285, 1367, 305]
classified-ad: ΠΩΛΟΥΝΤΑΙ διαμερίσματα επί της οδού Ολυμπιάδος και Ολύμπου στην Τούμπα. Τηλ. 261-232. — [248, 539, 444, 570]
classified-ad: ΑΝΩ Τούμπα 72 μ2 2 ΔΣΚ λουξ. Τηλ. 543-258. — [254, 998, 429, 1008]
classified-ad: ΠΩΛΕΙΤΑΙ κτήμα 10 στρεμμάτων. Τηλ. 278-205. — [670, 319, 852, 329]
classified-ad: ΠΩΛΕΙΤΑΙ διαμέρισμα 85 μ2 λουξ. Τηλ. 730-974. — [462, 696, 647, 707]
classified-ad: ΕΝΟΙΚΙΑΖΕΤΑΙ διαμέρισμα. Τηλ. 275-889. — [1086, 725, 1249, 736]
classified-ad: ΠΩΛΕΙΤΑΙ κατάστημα 80 μ2 στην Αριστοτέλους. Τηλ. 414-469. — [248, 1090, 444, 1111]
classified-ad: ΒΑΡΔΑΡΗ 85 μ2 όροφ. 2ος 16 χλ. Τηλ. 532-026. — [254, 601, 434, 611]
classified-ad: ΕΝΟΙΚΙΑΖΕΤΑΙ αποθήκη. Τηλ. 510-645. — [1086, 1287, 1239, 1297]
classified-ad: ΤΙΜΗ ευκαιρίας οικόπεδο. Τηλ. 0391-516. — [670, 618, 827, 628]
classified-ad: ΕΤΑΙΡΙΑ ζητεί. Τηλ. 0370- — [1287, 628, 1370, 649]
classified-ad: ΕΝΟΙΚΙΑΖΕΤΑΙ διαμέρισμα. Τηλ. 916-868. — [1086, 845, 1249, 855]
classified-ad: ΣΤΗ Νέα Καλλικράτεια πωλούνται οικόπεδα παραθαλάσσια 100.000 και 200.000 μ2. Τηλ. 3-2-0. — [456, 874, 652, 896]
classified-ad: ΠΩΛΟΥΝΤΑΙ αγροτεμάχια στη Θέρμη. Τηλ. 522-790. — [871, 297, 1068, 318]
classified-ad: ΚΑΛΑ μέσα και αρτιότατο οικόπεδο στη Χαλκιδική. Τηλ. 47-498. — [456, 1054, 652, 1074]
classified-ad: ΠΩΛΟΥΝΤΑΙ 4 στρέμματα. Τηλ. 275-889. — [878, 515, 1036, 525]
classified-ad: ΠΩΛΟΥΝΤΑΙ στην ανατολική πόλη διαμερίσματα από 50 έως 110 τ.μ. Τηλ. 223-305. — [40, 975, 236, 996]
classified-ad: ΠΩΛΕΙΤΑΙ ρετιρέ πολυτελές 142 τ.μ. πανοραμικό. Τηλ. 228-845. — [456, 334, 652, 354]
classified-ad: ΑΝΩ Τούμπα στο καινούργιο 92 μ2 2 ΔΣΚ. Τηλ. 543-258. — [248, 1038, 444, 1059]
classified-ad: ΠΑΡΑΘΑΛΑΣΣΙΑ επιχείρηση (ταβέρνα) πωλείται στη Χαλκιδική. Τηλ. 0373 21-483. — [871, 717, 1068, 737]
classified-ad: ΠΩΛΕΙΤΑΙ γραφείο 40 τ.μ. ενοικιασμένο επί της Εγνατίας. Τηλ. 426-222. — [456, 129, 652, 150]
section-real-estate: ΑΚΙΝΗΤΑ — [41, 237, 235, 261]
ads-businesses — [871, 717, 1068, 823]
classified-ad: ΠΩΛΕΙΤΑΙ κατάστημα 90 τ.μ. με πατάρι επί κεντρικού δρόμου, κατάλληλο για κάθε χρήση. Τηλ. 223-305. — [40, 862, 236, 893]
classified-ad: ΡΕΤΙΡΕ 67 τ.μ. λουξ, 40 τ.μ. βεράντες. Τηλ. 540-900. — [248, 921, 444, 942]
column-5 — [866, 129, 1074, 2011]
classified-ad: ΕΝΟΙΚΙΑΖΕΤΑΙ κατάστημα. Τηλ. 266-066. — [1086, 1332, 1248, 1343]
ads-jobs — [1079, 1392, 1276, 1544]
classified-ad: ΣΧΟΛΗΤΡΙΟΝ επί λειτουργίας. Τηλ. 220-951. — [1086, 231, 1257, 242]
classified-ad: ΖΗΤΕΙΤΑΙ σπουδάστρια. Τηλ. 274- — [1287, 438, 1370, 469]
classified-ad: ΠΩΛΕΙΤΑΙ διαμέρισμα Καλαμαριά. Τηλ. 445-608. — [462, 615, 648, 626]
classified-ad: ΕΝΟΙΚΙΑΖΕΤΑΙ διαμέρισμα. Τηλ. 275-889. — [1086, 695, 1249, 706]
classified-ad: ΣΤΟ Πανόραμα ενοικιάζεται βίλα τριώροφη με μεγάλες βεράντες και μεγάλο κήπο. Τηλ. 275-889. — [1079, 567, 1276, 588]
ads-column-4a — [663, 129, 860, 740]
classified-ad: ΠΩΛΕΙΤΑΙ καφετέρια. Τηλ. 234-508. — [878, 742, 1017, 752]
column-2 — [242, 129, 450, 2011]
classified-ad: ΠΩΛΕΙΤΑΙ μικρό διαμέρισμα στα Κάστρα. Τηλ. 279-505. — [456, 462, 652, 482]
classified-ad: ΒΙΛΛΑ Πανοράματος πωλείται μονοκατοικία με κήπο 600 τ.μ., ισόγειο και όροφος. Τηλ. 235-153, 230-353. — [40, 593, 236, 625]
classified-ad: ΤΟΥΜΠΑ πωλείται διαμέρισμα 55 μ2 λουξ 900.000. Τηλ. 232-159. — [248, 436, 444, 457]
classified-ad: ΠΩΛΕΙΤΑΙ διαμέρισμα σε τιμή πρώτου ορόφου. Τηλ. 228-845. — [456, 308, 652, 329]
classified-ad: ΖΗΤΕΙΤΑΙ υπάλληλος. Τηλ. 540- — [1287, 603, 1367, 623]
classified-ad: ΕΝΟΙΚΙΑΖΕΤΑΙ χώρος 45 μ2. Τηλ. 546-018. — [1086, 1212, 1252, 1222]
classified-ad: ΖΗΤΕΙΤΑΙ κυρία. Τηλ. 836- — [1287, 361, 1370, 382]
classified-ad: ΠΩΛΕΙΤΑΙ κατάστημα σε καλή τοποθεσία. Τηλ. 930-019. — [456, 231, 652, 252]
classified-ad: Το κατάστημα γνωστό «ΚΑΡΔΙΑ» πωλείται. Τηλ. 536-756. — [871, 787, 1068, 808]
classified-ad: ΠΩΛΕΙΤΑΙ καφετέρια. Τηλ. 275-272. — [1086, 376, 1225, 387]
classified-ad: ΧΑΙΛΟΥΠΟΛΙΣ 295 μ2 οικόπεδο 60% κάλυψη. Τηλ. 532-026. — [248, 748, 444, 768]
classified-ad: ΠΩΛΗΤΕΣ ζητούνται. Τηλ. 231-271. — [1086, 1519, 1223, 1528]
classified-ad: ΠΩΛΟΥΝΤΑΙ οικόπεδα στην Επανομή. Τηλ. 275-889. — [871, 530, 1068, 551]
classified-ad: ΠΩΛΟΥΝΤΑΙ οικόπεδα στη Νέα Ραιδεστό. Τηλ. 261-237. — [663, 526, 860, 547]
classified-ad: ΖΗΤΕΙΤΑΙ πεπειραμένη υπάλληλος. Τηλ. 819- — [1287, 248, 1367, 279]
classified-ad: ΠΩΛΕΙΤΑΙ διαμέρισμα 45 τ.μ. 1 ΔΣΚ, 1ος όροφος. Τηλ. 540-900. — [248, 972, 444, 993]
classified-ad: ΕΝΟΙΚΙΑΖΕΤΑΙ οικόπεδο στην Λ. Νικολάου. Τηλ. 275-889. — [1079, 644, 1276, 665]
classified-ad: ΚΑΤΑΓΙΑΘΕΙΝΑ οικόπεδο 450 τ.μ. άρτιο και οικοδομήσιμο στη Νέα Καλλικράτεια. Τηλ. 265-377. — [456, 848, 652, 870]
classified-ad: ΛΗΤΗ 160 χιλ. 4 στρέμματα. Τηλ. 532-026. — [254, 829, 415, 839]
classified-ad: ΠΩΛΕΙΤΑΙ αγρόκτημα. Τηλ. 845-275. — [670, 511, 811, 521]
section-plots: ΟΙΚΟΠΕΔΑ — [457, 820, 651, 844]
classified-ad: ΑΝΤΙΠΡΟΣΩΠΟΙ ζητούνται. Τηλ. 540- — [1287, 654, 1363, 675]
classified-ad: ΓΡΑΦΕΙΟΝ πωλείται Κομνηνών 21, 3ος όροφος 55 τ.μ. με δυνατότητα συνδυασμού. Τηλ. 434-112. — [40, 836, 236, 857]
classified-ad: ΚΑΦΕΤΕΡΙΑ ζητεί. Τηλ. 835- — [1287, 474, 1370, 495]
classified-ad: ΧΑΘΗΚΕ λυκόσκυλο (2 χρόνων) στην περιοχή Αμπελοκήπων. Όποιος το βρει να ειδοποιήσει στο τηλέφωνο 812-563. Αμοιβή. — [40, 199, 236, 231]
column-1 — [34, 129, 242, 2011]
classified-ad: ΕΝΟΙΚΙΑΖΕΤΑΙ διαμέρισμα. Τηλ. 267-652. — [1086, 920, 1249, 930]
classified-ad: ΣΤΗΝ Περαία πωλείται διαμέρισμα 60 τ.μ. με θέα στη θάλασσα. Τηλ. 264-189 ώρες γραφείου. — [40, 924, 236, 945]
